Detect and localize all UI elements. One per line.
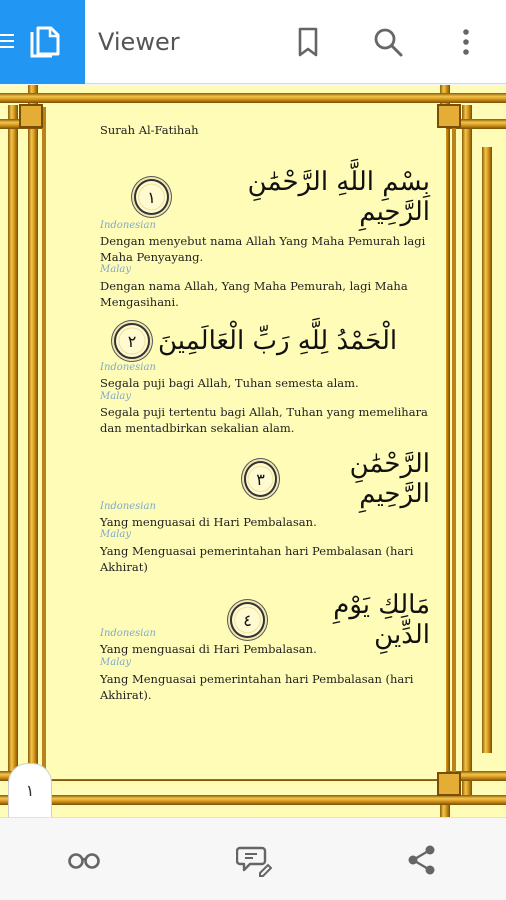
verse-number-badge: ٢ (114, 323, 150, 359)
translation-text: Dengan menyebut nama Allah Yang Maha Pemurah lagi Maha Penyayang. (100, 234, 426, 264)
bottom-toolbar (0, 817, 506, 900)
language-label: Malay (100, 264, 132, 275)
search-icon[interactable] (372, 26, 404, 58)
language-label: Indonesian (100, 501, 156, 512)
language-label: Indonesian (100, 362, 156, 373)
language-label: Indonesian (100, 628, 156, 639)
verse-heading-2 (114, 323, 397, 359)
arabic-verse: الرَّحْمَٰنِ الرَّحِيمِ (349, 449, 430, 509)
translation-text: Segala puji tertentu bagi Allah, Tuhan yang memelihara dan mentadbirkan sekalian alam. (100, 405, 428, 435)
documents-toggle-button[interactable] (0, 0, 85, 84)
surah-title: Surah Al-Fatihah (100, 123, 199, 137)
arabic-verse: بِسْمِ اللَّهِ الرَّحْمَٰنِ الرَّحِيمِ (247, 167, 430, 227)
translation-text: Segala puji bagi Allah, Tuhan semesta alam. (100, 376, 359, 390)
translation-text: Yang Menguasai pemerintahan hari Pembalasan (hari Akhirat). (100, 672, 414, 702)
verse-heading-3 (244, 449, 430, 509)
pages-icon (28, 26, 60, 60)
verse-heading-1 (134, 167, 430, 227)
verse-number-badge: ١ (134, 179, 169, 215)
share-icon[interactable] (404, 842, 440, 878)
app-title: Viewer (98, 28, 180, 56)
language-label: Malay (100, 391, 132, 402)
language-label: Malay (100, 529, 132, 540)
translation-text: Dengan nama Allah, Yang Maha Pemurah, lagi Maha Mengasihani. (100, 279, 408, 309)
translation-text: Yang menguasai di Hari Pembalasan. (100, 642, 317, 656)
bookmark-icon[interactable] (292, 26, 324, 58)
app-bar (0, 0, 506, 84)
language-label: Malay (100, 657, 132, 668)
reading-glasses-icon[interactable] (66, 842, 102, 878)
language-label: Indonesian (100, 220, 156, 231)
document-viewport[interactable] (0, 85, 506, 817)
arabic-verse: مَالِكِ يَوْمِ الدِّينِ (333, 590, 430, 650)
verse-number-badge: ٤ (230, 602, 265, 638)
comment-edit-icon[interactable] (236, 842, 272, 878)
translation-text: Yang Menguasai pemerintahan hari Pembalasan (hari Akhirat) (100, 544, 414, 574)
translation-text: Yang menguasai di Hari Pembalasan. (100, 515, 317, 529)
page-indicator-tab[interactable]: ١ (8, 763, 52, 819)
verse-number-badge: ٣ (244, 461, 277, 497)
menu-icon[interactable] (0, 34, 14, 48)
more-vert-icon[interactable] (450, 26, 482, 58)
arabic-verse: الْحَمْدُ لِلَّهِ رَبِّ الْعَالَمِينَ (158, 326, 398, 356)
